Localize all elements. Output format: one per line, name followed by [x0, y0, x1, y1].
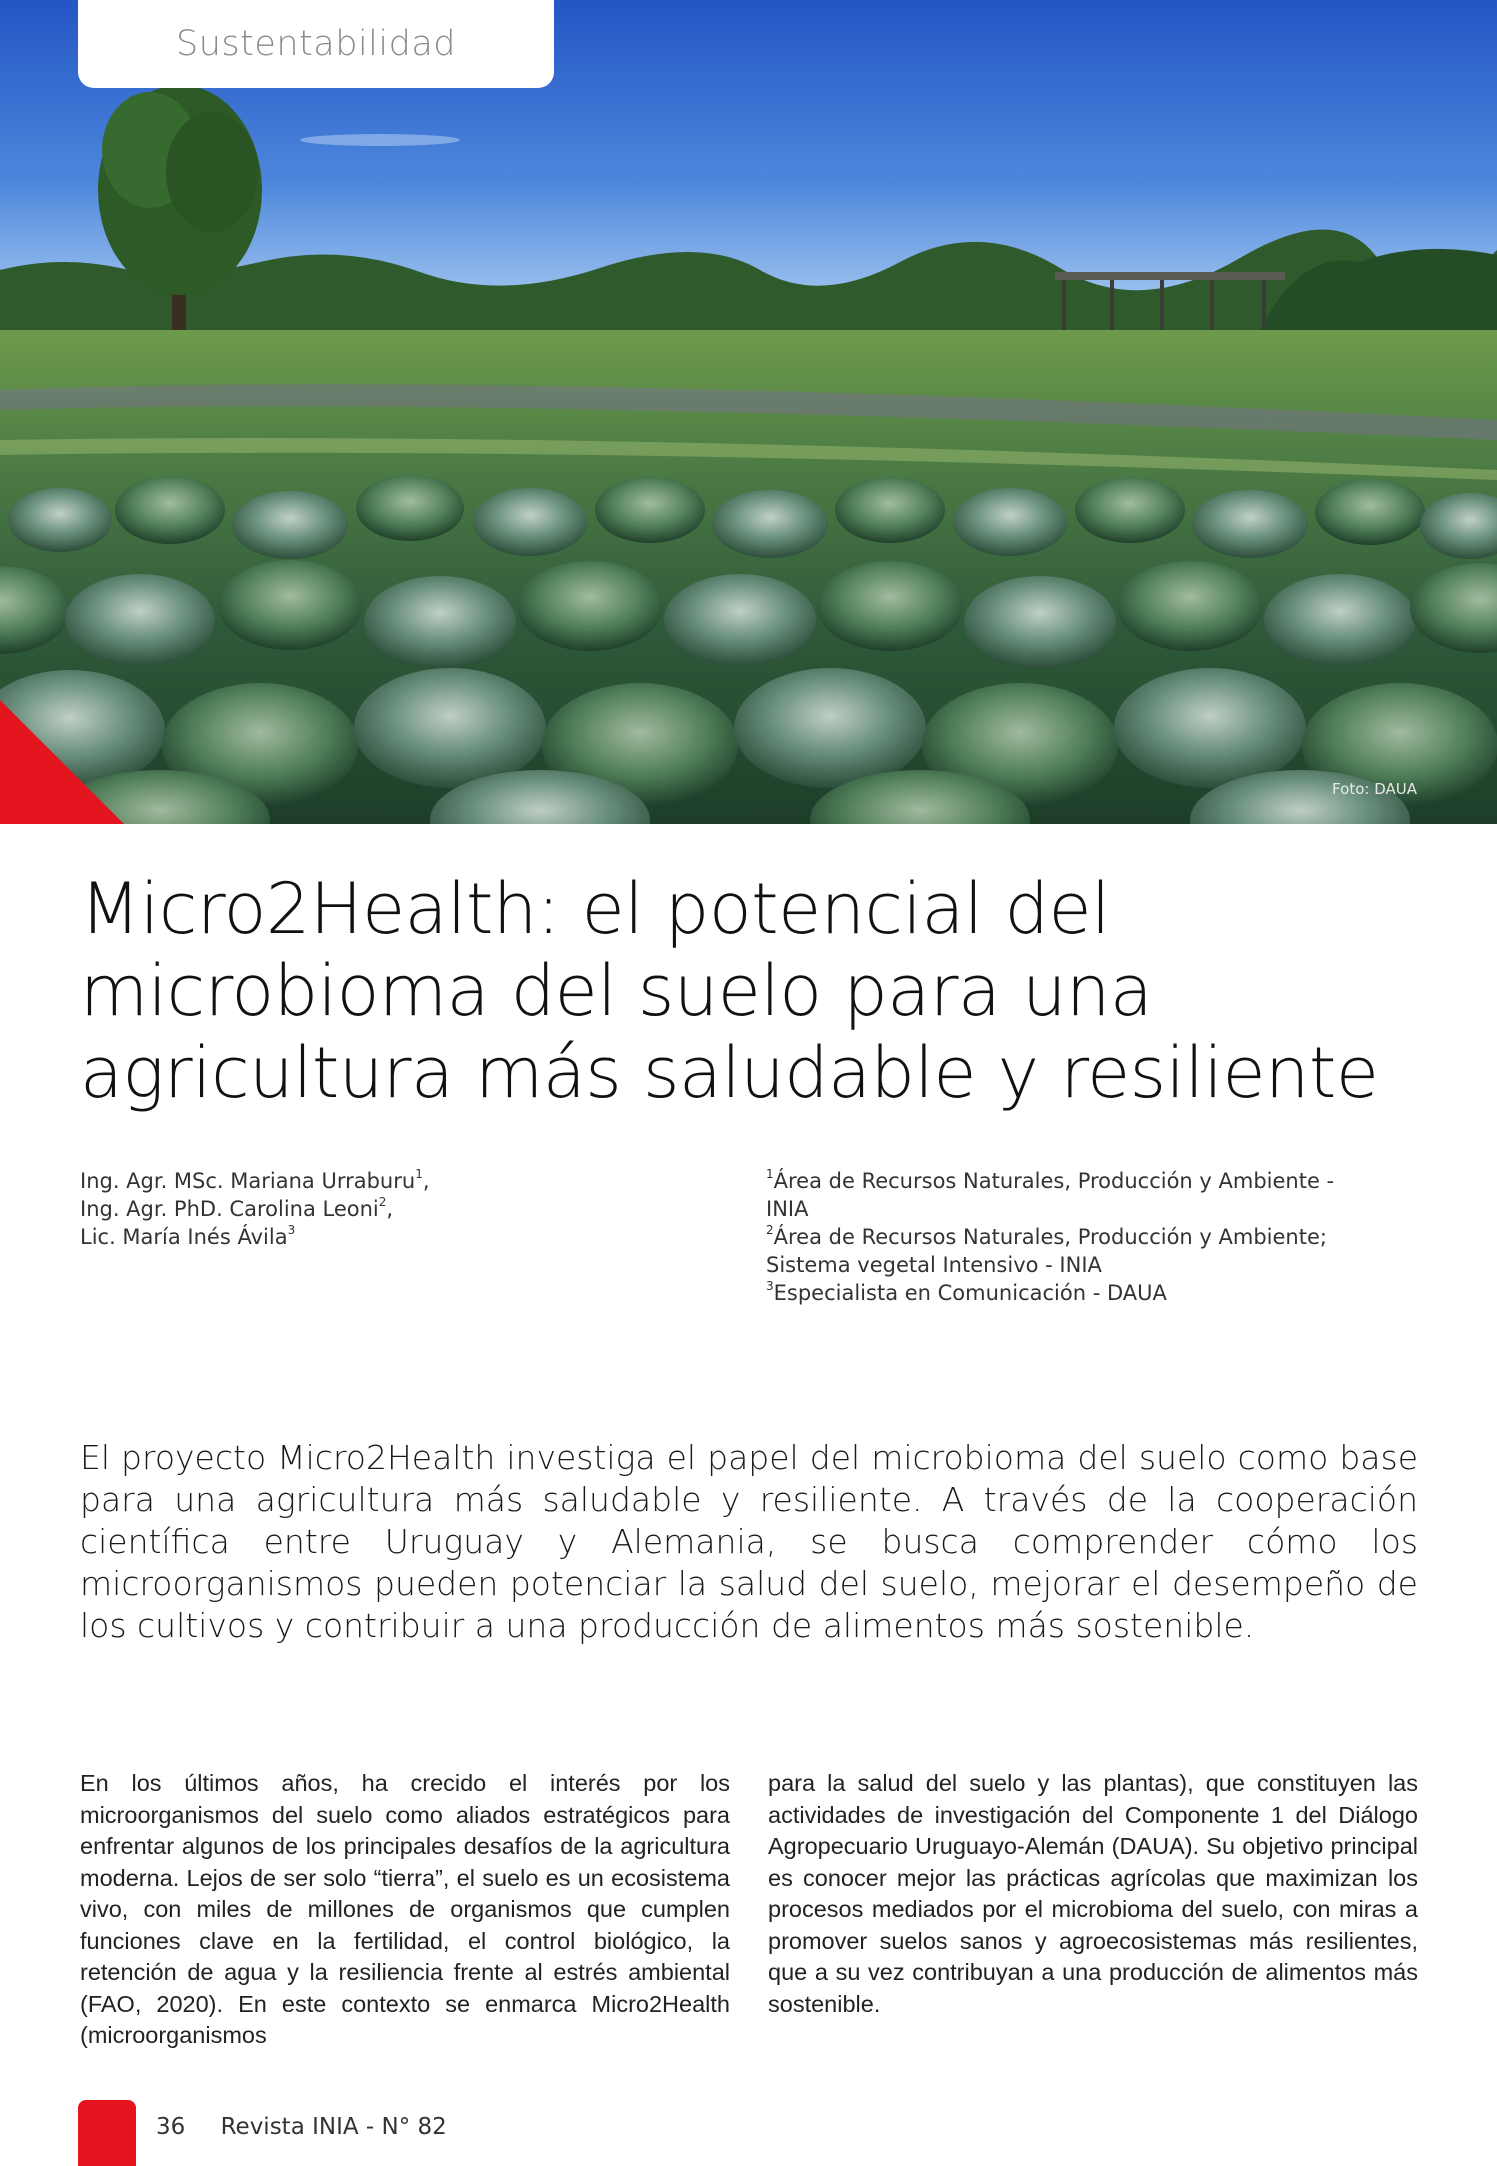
- title-line-3: agricultura más saludable y resiliente: [80, 1032, 1379, 1114]
- title-line-1: Micro2Health: el potencial del: [80, 868, 1111, 950]
- author-name: Lic. María Inés Ávila: [80, 1225, 288, 1249]
- section-label: Sustentabilidad: [175, 24, 456, 64]
- affiliation-text: Área de Recursos Naturales, Producción y Ambiente;: [773, 1225, 1327, 1249]
- title-line-2: microbioma del suelo para una: [80, 950, 1153, 1032]
- body-column-left: En los últimos años, ha crecido el interés por los microorganismos del suelo como aliados estratégicos para enfrentar algunos de los principales desafíos de la agricultura moderna. Lejos de ser solo “tierra”, el suelo es un ecosistema vivo, con miles de millones de organismos que cumplen funciones clave en la fertilidad, el control biológico, la retención de agua y la resiliencia frente al estrés ambiental (FAO, 2020). En este contexto se enmarca Micro2Health (microorganismos: [80, 1770, 730, 2048]
- affiliation-3-line-1: [766, 1279, 1426, 1307]
- cabbage-field-image: [0, 0, 1497, 824]
- footer-red-block: [78, 2100, 136, 2166]
- body-column-right: para la salud del suelo y las plantas), que constituyen las actividades de investigación del Componente 1 del Diálogo Agropecuario Uruguayo-Alemán (DAUA). Su objetivo principal es conocer mejor las prácticas agrícolas que maximizan los procesos mediados por el microbioma del suelo, con miras a promover suelos sanos y agroecosistemas más resilientes, que a su vez contribuyan a una producción de alimentos más sostenible.: [768, 1770, 1418, 2017]
- author-sup: 2: [378, 1195, 387, 1209]
- author-suffix: ,: [386, 1197, 394, 1221]
- lead-paragraph: El proyecto Micro2Health investiga el papel del microbioma del suelo como base para una agricultura más saludable y resiliente. A través de la cooperación científica entre Uruguay y Alemania, se busca comprender cómo los microorganismos pueden potenciar la salud del suelo, mejorar el desempeño de los cultivos y contribuir a una producción de alimentos más sostenible.: [80, 1438, 1418, 1645]
- affiliation-1-line-1: [766, 1167, 1426, 1195]
- author-3: [80, 1223, 680, 1251]
- affiliation-text: Área de Recursos Naturales, Producción y Ambiente -: [773, 1169, 1335, 1193]
- author-list: [80, 1167, 680, 1251]
- page-number: 36: [156, 2114, 186, 2140]
- author-2: [80, 1195, 680, 1223]
- author-sup: 3: [287, 1223, 296, 1237]
- author-name: Ing. Agr. MSc. Mariana Urraburu: [80, 1169, 416, 1193]
- author-name: Ing. Agr. PhD. Carolina Leoni: [80, 1197, 379, 1221]
- affiliation-sup: 2: [766, 1223, 774, 1237]
- article-title: [80, 868, 1440, 1114]
- affiliation-text: Especialista en Comunicación - DAUA: [773, 1281, 1167, 1305]
- hero-photo: [0, 0, 1497, 824]
- author-1: [80, 1167, 680, 1195]
- section-tab: [78, 0, 554, 88]
- affiliation-sup: 3: [766, 1279, 774, 1293]
- photo-credit: Foto: DAUA: [1332, 780, 1417, 798]
- author-sup: 1: [415, 1167, 423, 1181]
- affiliation-list: [766, 1167, 1426, 1307]
- affiliation-sup: 1: [766, 1167, 774, 1181]
- affiliation-2-line-1: [766, 1223, 1426, 1251]
- author-suffix: ,: [422, 1169, 430, 1193]
- publication-name: Revista INIA - N° 82: [220, 2114, 447, 2140]
- footer: [156, 2114, 447, 2140]
- affiliation-1-line-2: INIA: [766, 1197, 809, 1221]
- affiliation-2-line-2: Sistema vegetal Intensivo - INIA: [766, 1253, 1102, 1277]
